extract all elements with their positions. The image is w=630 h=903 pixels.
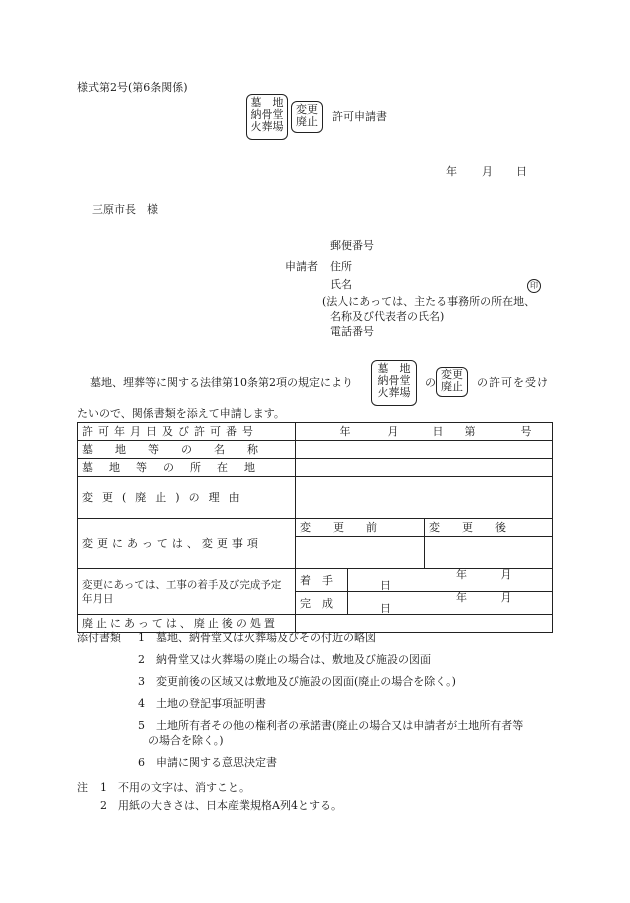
date-month: 月	[482, 165, 493, 178]
after-value-cell[interactable]	[425, 537, 553, 569]
body-line-2: たいので、関係書類を添えて申請します。	[77, 407, 285, 420]
applicant-role: 申請者	[285, 260, 318, 273]
change-option-abolish: 廃止	[296, 115, 318, 128]
facility-stack	[246, 97, 288, 133]
change-items-label-cell	[78, 519, 296, 569]
facility-option-cemetery: 墓 地	[250, 96, 284, 109]
permit-day: 日	[432, 424, 444, 438]
location-label-cell	[78, 459, 296, 477]
note-item: 2 用紙の大きさは、日本産業規格A列4とする。	[100, 799, 342, 812]
facility-option-crematorium: 火葬場	[250, 120, 284, 133]
note-item: 1 不用の文字は、消すこと。	[100, 781, 250, 794]
attachment-item-continuation: の場合を除く。)	[148, 734, 224, 747]
attachment-item: 2 納骨堂又は火葬場の廃止の場合は、敷地及び施設の図面	[138, 653, 431, 666]
notes-heading: 注	[77, 781, 88, 794]
complete-label-cell	[296, 592, 348, 615]
reason-cell[interactable]	[296, 477, 553, 519]
construction-label: 変更にあっては、工事の着手及び完成予定年月日	[82, 578, 282, 605]
permit-label-cell	[78, 423, 296, 441]
date-year: 年	[446, 165, 457, 178]
change-option-modify: 変更	[296, 103, 318, 116]
corp-note-1: (法人にあっては、主たる事務所の所在地、	[322, 295, 536, 308]
phone-label: 電話番号	[330, 325, 374, 338]
before-label: 変 更 前	[300, 521, 377, 534]
title-suffix: 許可申請書	[332, 110, 387, 123]
after-label: 変 更 後	[429, 521, 506, 534]
attachment-item: 6 申請に関する意思決定書	[138, 756, 277, 769]
name-label: 氏名	[330, 278, 352, 291]
cemetery-name-cell[interactable]	[296, 441, 553, 459]
change-items-label: 変更にあっては、変更事項	[82, 537, 262, 550]
cemetery-name-label: 墓地等の名称	[82, 443, 280, 456]
permit-value-cell[interactable]	[296, 423, 553, 441]
seal-mark: 印	[527, 279, 541, 293]
form-number: 様式第2号(第6条関係)	[77, 81, 188, 94]
body-change-stack	[436, 369, 468, 393]
body-suffix: の許可を受け	[477, 376, 549, 389]
after-abolition-cell[interactable]	[296, 615, 553, 633]
date-day: 日	[516, 165, 527, 178]
start-day: 日	[380, 579, 391, 592]
address-label: 住所	[330, 260, 352, 273]
cemetery-location-cell[interactable]	[296, 459, 553, 477]
body-change-modify: 変更	[441, 368, 463, 381]
construction-label-cell	[78, 569, 296, 615]
start-year: 年	[456, 568, 467, 581]
complete-month: 月	[500, 591, 512, 604]
complete-date-cell[interactable]	[348, 592, 553, 615]
permit-month: 月	[387, 424, 399, 438]
postal-label: 郵便番号	[330, 239, 374, 252]
row-construction-start	[78, 569, 553, 592]
after-abolition-label-cell	[78, 615, 296, 633]
facility-option-ossuary: 納骨堂	[250, 108, 284, 121]
start-date-cell[interactable]	[348, 569, 553, 592]
complete-label: 完 成	[300, 596, 333, 610]
body-facility-crematorium: 火葬場	[377, 386, 411, 399]
row-permit-date-number	[78, 423, 553, 441]
permit-no-suffix: 号	[520, 424, 532, 438]
start-label: 着 手	[300, 573, 333, 587]
name-label-cell	[78, 441, 296, 459]
complete-year: 年	[456, 591, 467, 604]
body-facility-ossuary: 納骨堂	[377, 374, 411, 387]
before-value-cell[interactable]	[296, 537, 425, 569]
after-header-cell	[425, 519, 553, 537]
permit-no-prefix: 第	[464, 424, 476, 438]
start-label-cell	[296, 569, 348, 592]
after-abolition-label: 廃止にあっては、廃止後の処置	[82, 617, 278, 630]
application-table	[77, 422, 553, 633]
body-facility-cemetery: 墓 地	[377, 362, 411, 375]
body-intro: 墓地、埋葬等に関する法律第10条第2項の規定により	[90, 376, 353, 389]
start-month: 月	[500, 568, 512, 581]
body-change-abolish: 廃止	[441, 380, 463, 393]
cemetery-location-label: 墓地等の所在地	[82, 461, 271, 474]
reason-label: 変更(廃止)の理由	[82, 491, 249, 504]
row-name	[78, 441, 553, 459]
before-header-cell	[296, 519, 425, 537]
body-no: の	[425, 376, 436, 389]
reason-label-cell	[78, 477, 296, 519]
body-facility-stack	[371, 363, 417, 399]
change-stack	[291, 104, 323, 128]
attachment-item: 3 変更前後の区域又は敷地及び施設の図面(廃止の場合を除く。)	[138, 675, 456, 688]
addressee: 三原市長 様	[92, 203, 158, 216]
attachments-heading: 添付書類	[77, 631, 121, 644]
permit-year: 年	[339, 424, 351, 438]
permit-label: 許可年月日及び許可番号	[82, 425, 258, 438]
attachment-item: 4 土地の登記事項証明書	[138, 697, 266, 710]
attachment-item: 5 土地所有者その他の権利者の承諾書(廃止の場合又は申請者が土地所有者等	[138, 719, 524, 732]
complete-day: 日	[380, 602, 391, 615]
row-reason	[78, 477, 553, 519]
row-location	[78, 459, 553, 477]
corp-note-2: 名称及び代表者の氏名)	[330, 310, 445, 323]
row-change-header	[78, 519, 553, 537]
row-after-abolition	[78, 615, 553, 633]
attachment-item: 1 墓地、納骨堂又は火葬場及びその付近の略図	[138, 631, 376, 644]
